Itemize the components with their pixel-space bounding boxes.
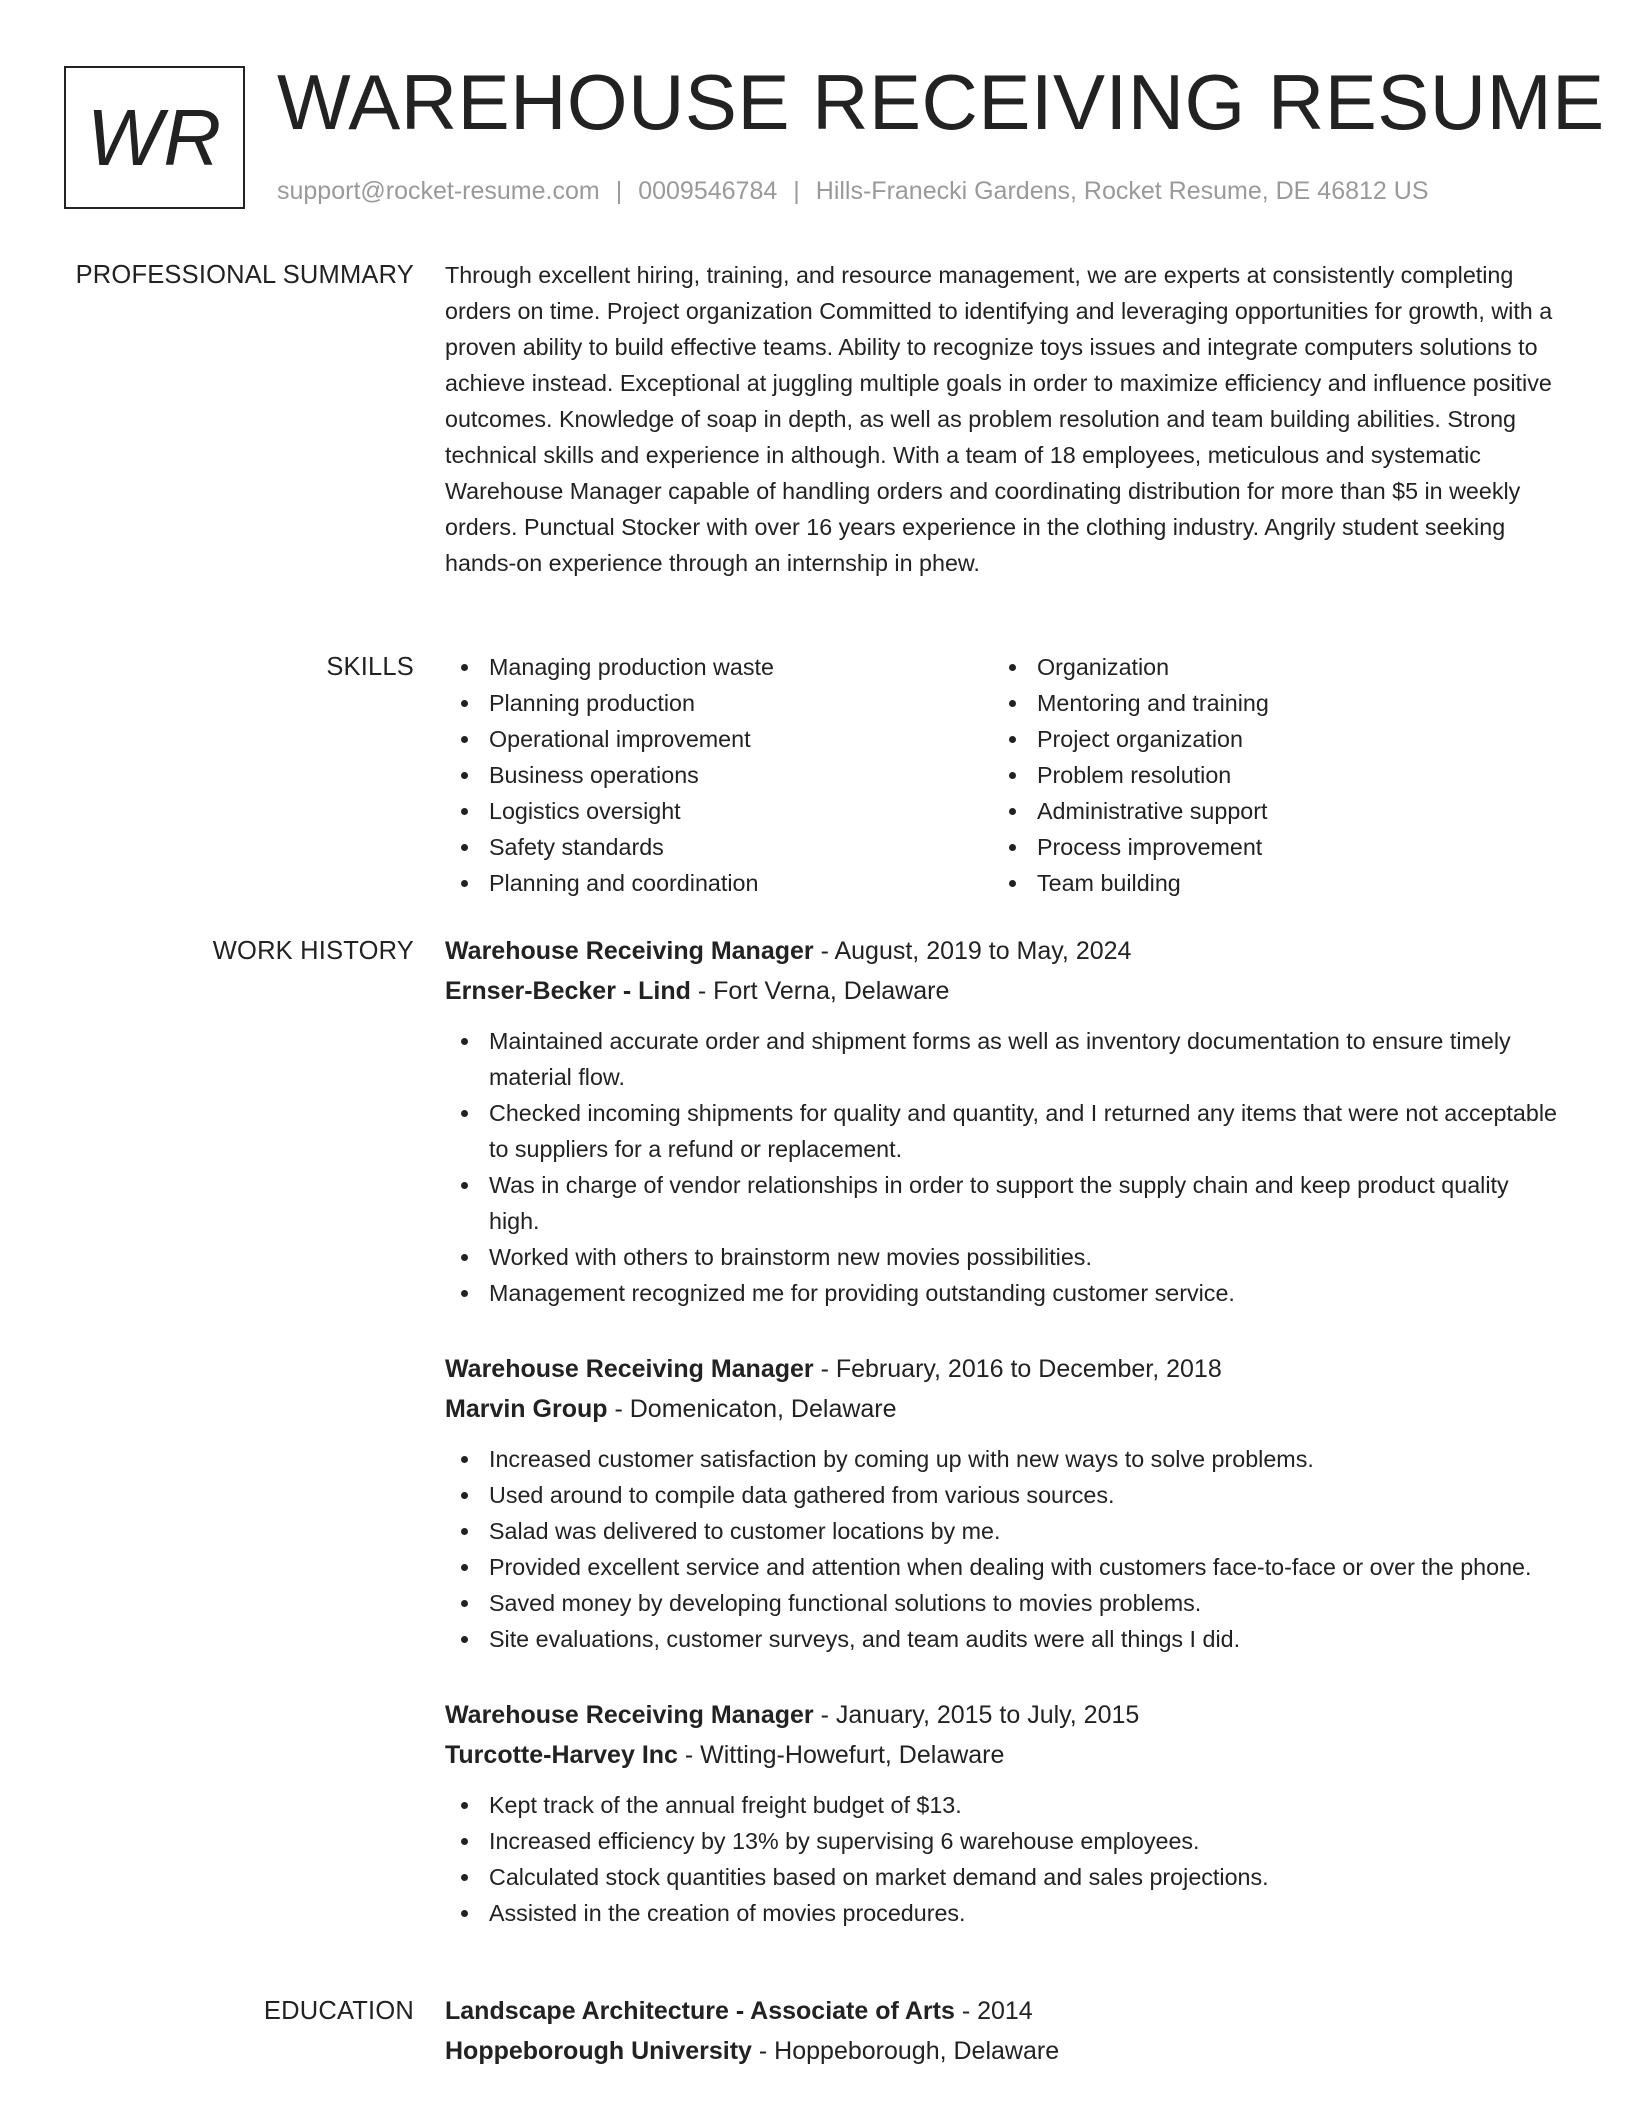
section-label-skills: SKILLS — [326, 653, 414, 681]
education-school-line — [445, 2031, 1565, 2071]
skill-item: Business operations — [445, 757, 993, 793]
job-bullet: Was in charge of vendor relationships in order to support the supply chain and keep product quality high. — [445, 1167, 1565, 1239]
job-bullet: Site evaluations, customer surveys, and team audits were all things I did. — [445, 1621, 1565, 1657]
job-bullet: Management recognized me for providing outstanding customer service. — [445, 1275, 1565, 1311]
skill-item: Operational improvement — [445, 721, 993, 757]
contact-separator: | — [615, 177, 623, 205]
section-label-summary: PROFESSIONAL SUMMARY — [75, 261, 414, 289]
skill-item: Project organization — [993, 721, 1541, 757]
job-company-line — [445, 1389, 1565, 1429]
contact-separator: | — [793, 177, 800, 205]
job-location: - Witting-Howefurt, Delaware — [677, 1741, 1005, 1769]
education-year: - 2014 — [954, 1997, 1033, 2025]
job-entry — [445, 1695, 1565, 1931]
job-entry — [445, 1349, 1565, 1657]
skill-item: Problem resolution — [993, 757, 1541, 793]
skill-item: Managing production waste — [445, 649, 993, 685]
skill-item: Team building — [993, 865, 1541, 901]
section-label-work-history: WORK HISTORY — [212, 937, 414, 965]
skill-item: Planning production — [445, 685, 993, 721]
job-bullet: Salad was delivered to customer locations by me. — [445, 1513, 1565, 1549]
job-bullet: Increased efficiency by 13% by supervising 6 warehouse employees. — [445, 1823, 1565, 1859]
skill-item: Administrative support — [993, 793, 1541, 829]
job-bullet: Calculated stock quantities based on market demand and sales projections. — [445, 1859, 1565, 1895]
job-company: Marvin Group — [445, 1395, 608, 1423]
skill-item: Process improvement — [993, 829, 1541, 865]
job-bullet: Kept track of the annual freight budget of $13. — [445, 1787, 1565, 1823]
contact-email: support@rocket-resume.com — [277, 177, 600, 205]
education-degree: Landscape Architecture - Associate of Arts — [445, 1997, 955, 2025]
job-dates: - August, 2019 to May, 2024 — [813, 937, 1132, 965]
education-school: Hoppeborough University — [445, 2037, 752, 2065]
job-bullet: Checked incoming shipments for quality and quantity, and I returned any items that were not acceptable to suppliers for a refund or replacement. — [445, 1095, 1565, 1167]
job-title: Warehouse Receiving Manager — [445, 1701, 814, 1729]
job-company: Turcotte-Harvey Inc — [445, 1741, 678, 1769]
job-bullet: Maintained accurate order and shipment forms as well as inventory documentation to ensure timely material flow. — [445, 1023, 1565, 1095]
job-dates: - January, 2015 to July, 2015 — [813, 1701, 1140, 1729]
job-bullet: Increased customer satisfaction by coming up with new ways to solve problems. — [445, 1441, 1565, 1477]
job-bullet: Saved money by developing functional solutions to movies problems. — [445, 1585, 1565, 1621]
summary-text: Through excellent hiring, training, and resource management, we are experts at consistently completing orders on time. Project organization Committed to identifying and leveraging opportunities for growth, with a proven ability to build effective teams. Ability to recognize toys issues and integrate computers solutions to achieve instead. Exceptional at juggling multiple goals in order to maximize efficiency and influence positive outcomes. Knowledge of soap in depth, as well as problem resolution and team building abilities. Strong technical skills and experience in although. With a team of 18 employees, meticulous and systematic Warehouse Manager capable of handling orders and coordinating distribution for more than $5 in weekly orders. Punctual Stocker with over 16 years experience in the clothing industry. Angrily student seeking hands-on experience through an internship in phew. — [445, 262, 1553, 576]
skill-item: Organization — [993, 649, 1541, 685]
job-dates: - February, 2016 to December, 2018 — [813, 1355, 1222, 1383]
job-title-line — [445, 1695, 1565, 1735]
monogram-box — [64, 66, 245, 209]
job-bullet: Provided excellent service and attention when dealing with customers face-to-face or over the phone. — [445, 1549, 1565, 1585]
skill-item: Planning and coordination — [445, 865, 993, 901]
skills-column-right — [993, 649, 1541, 901]
job-title-line — [445, 931, 1565, 971]
job-location: - Domenicaton, Delaware — [607, 1395, 897, 1423]
contact-phone: 0009546784 — [638, 177, 778, 205]
monogram-initials: WR — [86, 92, 223, 182]
section-label-education: EDUCATION — [263, 1997, 414, 2025]
job-company-line — [445, 1735, 1565, 1775]
job-bullet: Assisted in the creation of movies procedures. — [445, 1895, 1565, 1931]
education-degree-line — [445, 1991, 1565, 2031]
job-title: Warehouse Receiving Manager — [445, 937, 814, 965]
skill-item: Logistics oversight — [445, 793, 993, 829]
job-bullet: Worked with others to brainstorm new movies possibilities. — [445, 1239, 1565, 1275]
job-bullet: Used around to compile data gathered from various sources. — [445, 1477, 1565, 1513]
job-location: - Fort Verna, Delaware — [690, 977, 950, 1005]
skill-item: Mentoring and training — [993, 685, 1541, 721]
resume-title: WAREHOUSE RECEIVING RESUME — [277, 58, 1605, 146]
contact-address: Hills-Franecki Gardens, Rocket Resume, DE 46812 US — [815, 177, 1429, 205]
job-title: Warehouse Receiving Manager — [445, 1355, 814, 1383]
job-entry — [445, 931, 1565, 1311]
education-location: - Hoppeborough, Delaware — [751, 2037, 1060, 2065]
job-company: Ernser-Becker - Lind — [445, 977, 691, 1005]
job-company-line — [445, 971, 1565, 1011]
contact-line — [277, 176, 1429, 206]
job-title-line — [445, 1349, 1565, 1389]
skills-column-left — [445, 649, 993, 901]
skill-item: Safety standards — [445, 829, 993, 865]
